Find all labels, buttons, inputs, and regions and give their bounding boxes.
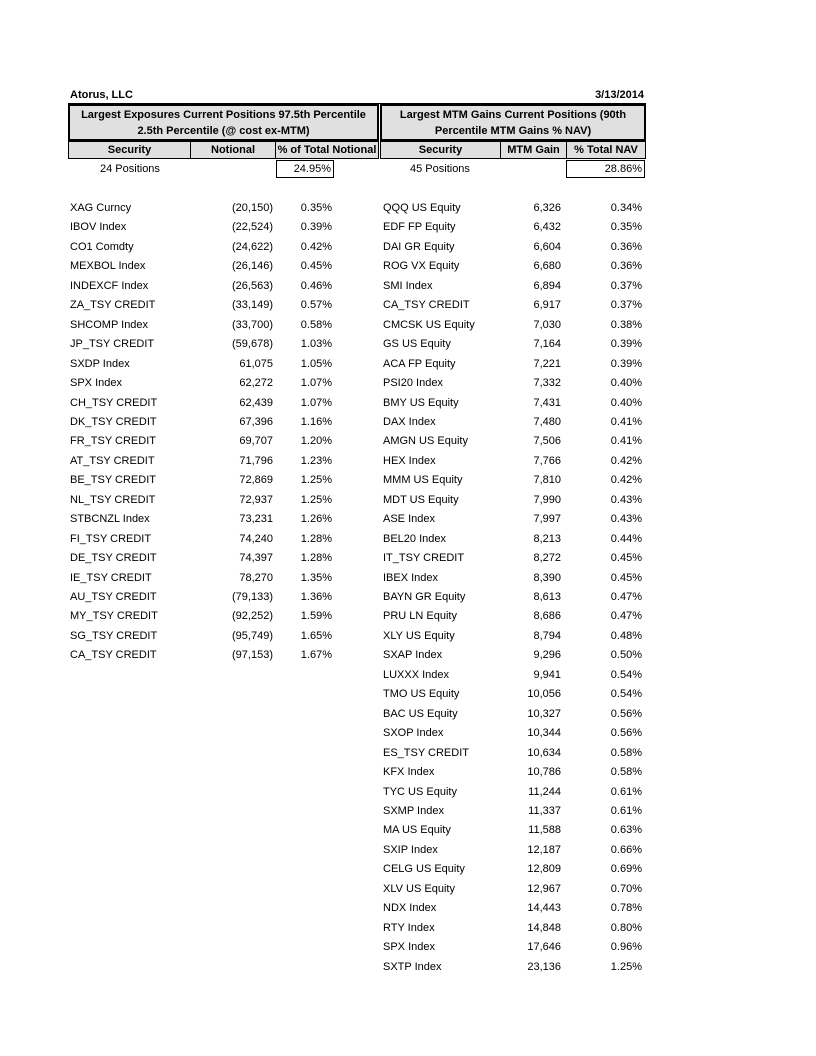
left-row-notional: 73,231 — [239, 513, 273, 526]
right-row-mtm-gain: 7,480 — [533, 415, 561, 428]
left-section-title: Largest Exposures Current Positions 97.5th Percentile 2.5th Percentile (@ cost ex-MTM) — [68, 104, 379, 141]
left-row-security: FR_TSY CREDIT — [70, 435, 156, 448]
left-row-pct: 1.67% — [300, 649, 332, 662]
left-row-notional: 74,240 — [239, 532, 273, 545]
right-row-pct: 0.48% — [610, 629, 642, 642]
left-row-notional: 74,397 — [239, 552, 273, 565]
right-row-mtm-gain: 8,794 — [533, 629, 561, 642]
left-positions-count: 24 Positions — [100, 163, 160, 175]
right-col-mtm-gain: MTM Gain — [500, 141, 566, 159]
left-row-pct: 1.05% — [300, 357, 332, 370]
left-row-pct: 0.58% — [300, 318, 332, 331]
right-row-mtm-gain: 8,613 — [533, 591, 561, 603]
right-row-pct: 0.58% — [610, 766, 642, 779]
left-row-notional: 61,075 — [239, 357, 273, 370]
right-row-pct: 0.61% — [610, 804, 642, 817]
right-row-security: SXTP Index — [383, 960, 442, 973]
left-col-pct-notional: % of Total Notional — [275, 141, 379, 159]
left-row-pct: 1.25% — [300, 474, 332, 487]
right-row-mtm-gain: 14,443 — [527, 902, 561, 915]
right-row-pct: 0.96% — [610, 941, 642, 954]
left-row-pct: 1.26% — [300, 513, 332, 526]
right-row-mtm-gain: 10,634 — [527, 746, 561, 759]
right-section-title: Largest MTM Gains Current Positions (90th Percentile MTM Gains % NAV) — [380, 104, 646, 141]
right-row-pct: 0.58% — [610, 746, 642, 759]
right-row-security: CMCSK US Equity — [383, 318, 475, 331]
right-row-mtm-gain: 10,786 — [527, 766, 561, 779]
right-row-mtm-gain: 14,848 — [527, 921, 561, 934]
right-row-mtm-gain: 11,337 — [528, 804, 561, 817]
right-row-security: BAYN GR Equity — [383, 591, 466, 603]
left-row-security: SPX Index — [70, 377, 122, 390]
right-row-pct: 0.50% — [610, 649, 642, 662]
left-row-notional: 67,396 — [239, 415, 273, 428]
left-row-pct: 1.25% — [300, 493, 332, 506]
right-row-security: ASE Index — [383, 513, 435, 526]
left-row-security: MY_TSY CREDIT — [70, 610, 158, 623]
right-row-mtm-gain: 12,967 — [527, 882, 561, 895]
right-row-mtm-gain: 7,990 — [533, 493, 561, 506]
right-row-pct: 0.47% — [610, 610, 642, 623]
right-row-mtm-gain: 12,187 — [527, 843, 561, 856]
left-row-security: STBCNZL Index — [70, 513, 150, 526]
right-row-pct: 0.41% — [610, 415, 642, 428]
right-row-pct: 0.54% — [610, 668, 642, 681]
left-row-notional: (24,622) — [232, 240, 273, 253]
left-row-security: BE_TSY CREDIT — [70, 474, 156, 487]
left-row-security: IBOV Index — [70, 221, 127, 234]
left-row-pct: 1.35% — [300, 571, 332, 584]
right-row-pct: 0.66% — [610, 843, 642, 856]
right-row-mtm-gain: 7,332 — [533, 377, 561, 390]
right-col-pct-nav: % Total NAV — [566, 141, 646, 159]
right-row-pct: 0.54% — [610, 688, 642, 701]
right-row-mtm-gain: 11,588 — [528, 824, 561, 837]
right-row-security: HEX Index — [383, 454, 436, 467]
right-row-security: ACA FP Equity — [383, 357, 456, 370]
right-row-security: QQQ US Equity — [383, 202, 461, 214]
report-date: 3/13/2014 — [595, 89, 644, 101]
right-row-mtm-gain: 6,326 — [533, 202, 561, 214]
right-row-mtm-gain: 12,809 — [527, 863, 561, 876]
left-row-notional: (22,524) — [232, 221, 273, 234]
left-row-pct: 0.57% — [300, 299, 332, 312]
right-row-security: TYC US Equity — [383, 785, 457, 798]
right-row-mtm-gain: 7,164 — [533, 338, 561, 351]
right-row-security: KFX Index — [383, 766, 435, 779]
right-row-pct: 0.35% — [610, 221, 642, 234]
left-row-security: IE_TSY CREDIT — [70, 571, 152, 584]
left-row-pct: 1.28% — [300, 532, 332, 545]
right-row-security: SXIP Index — [383, 843, 438, 856]
right-row-mtm-gain: 6,680 — [533, 260, 561, 273]
left-row-pct: 0.46% — [300, 279, 332, 292]
left-row-pct: 1.65% — [300, 629, 332, 642]
right-row-pct: 0.45% — [610, 552, 642, 565]
right-row-security: TMO US Equity — [383, 688, 460, 701]
left-row-pct: 1.20% — [300, 435, 332, 448]
right-row-pct: 0.56% — [610, 707, 642, 720]
right-row-mtm-gain: 7,766 — [533, 454, 561, 467]
left-row-notional: (79,133) — [232, 591, 273, 603]
right-row-pct: 0.80% — [610, 921, 642, 934]
left-total-pct: 24.95% — [276, 160, 334, 178]
left-row-notional: (26,146) — [232, 260, 273, 273]
right-row-mtm-gain: 9,296 — [533, 649, 561, 662]
right-row-mtm-gain: 8,686 — [533, 610, 561, 623]
right-row-mtm-gain: 8,213 — [533, 532, 561, 545]
right-row-mtm-gain: 6,432 — [533, 221, 561, 234]
right-row-pct: 1.25% — [610, 960, 642, 973]
right-row-security: GS US Equity — [383, 338, 451, 351]
left-row-pct: 1.07% — [300, 377, 332, 390]
right-row-security: RTY Index — [383, 921, 435, 934]
left-row-pct: 1.36% — [300, 591, 332, 603]
right-row-pct: 0.34% — [610, 202, 642, 214]
right-row-mtm-gain: 10,327 — [527, 707, 561, 720]
right-row-security: MDT US Equity — [383, 493, 459, 506]
right-row-pct: 0.36% — [610, 240, 642, 253]
right-row-pct: 0.42% — [610, 454, 642, 467]
right-col-security: Security — [380, 141, 500, 159]
right-row-pct: 0.63% — [610, 824, 642, 837]
right-row-mtm-gain: 7,030 — [533, 318, 561, 331]
left-row-security: JP_TSY CREDIT — [70, 338, 155, 351]
right-row-mtm-gain: 8,390 — [533, 571, 561, 584]
right-row-pct: 0.44% — [610, 532, 642, 545]
right-row-pct: 0.39% — [610, 357, 642, 370]
left-row-security: NL_TSY CREDIT — [70, 493, 156, 506]
left-row-notional: 69,707 — [239, 435, 273, 448]
left-row-pct: 0.39% — [300, 221, 332, 234]
left-row-security: CO1 Comdty — [70, 240, 134, 253]
right-row-mtm-gain: 7,221 — [533, 357, 561, 370]
left-row-pct: 0.35% — [300, 202, 332, 214]
right-row-security: LUXXX Index — [383, 668, 450, 681]
left-row-notional: (59,678) — [232, 338, 273, 351]
right-row-pct: 0.42% — [610, 474, 642, 487]
left-row-pct: 1.59% — [300, 610, 332, 623]
left-row-pct: 1.23% — [300, 454, 332, 467]
right-row-pct: 0.40% — [610, 377, 642, 390]
left-row-security: INDEXCF Index — [70, 279, 149, 292]
left-row-security: CH_TSY CREDIT — [70, 396, 158, 409]
right-positions-count: 45 Positions — [410, 163, 470, 175]
left-row-security: DK_TSY CREDIT — [70, 415, 157, 428]
left-row-pct: 0.45% — [300, 260, 332, 273]
left-row-notional: 62,272 — [239, 377, 273, 390]
right-row-security: MA US Equity — [383, 824, 451, 837]
right-row-mtm-gain: 10,056 — [527, 688, 561, 701]
left-row-pct: 1.03% — [300, 338, 332, 351]
left-row-security: AU_TSY CREDIT — [70, 591, 157, 603]
right-row-security: PRU LN Equity — [383, 610, 457, 623]
right-row-mtm-gain: 6,894 — [533, 279, 561, 292]
right-row-mtm-gain: 7,431 — [533, 396, 561, 409]
right-row-security: PSI20 Index — [383, 377, 443, 390]
right-row-pct: 0.47% — [610, 591, 642, 603]
right-row-security: CA_TSY CREDIT — [383, 299, 470, 312]
right-row-mtm-gain: 11,244 — [528, 785, 561, 798]
left-row-security: SG_TSY CREDIT — [70, 629, 158, 642]
right-row-pct: 0.36% — [610, 260, 642, 273]
left-row-pct: 1.16% — [300, 415, 332, 428]
left-row-security: SHCOMP Index — [70, 318, 149, 331]
left-row-notional: 71,796 — [239, 454, 273, 467]
right-row-mtm-gain: 6,917 — [533, 299, 561, 312]
left-row-notional: (92,252) — [232, 610, 273, 623]
right-row-pct: 0.78% — [610, 902, 642, 915]
left-row-notional: (26,563) — [232, 279, 273, 292]
right-row-security: EDF FP Equity — [383, 221, 456, 234]
left-row-security: CA_TSY CREDIT — [70, 649, 157, 662]
right-row-mtm-gain: 6,604 — [533, 240, 561, 253]
left-row-security: FI_TSY CREDIT — [70, 532, 152, 545]
right-row-security: DAI GR Equity — [383, 240, 455, 253]
right-row-security: IT_TSY CREDIT — [383, 552, 465, 565]
right-row-pct: 0.37% — [610, 279, 642, 292]
right-row-mtm-gain: 23,136 — [527, 960, 561, 973]
left-row-pct: 0.42% — [300, 240, 332, 253]
left-row-security: DE_TSY CREDIT — [70, 552, 157, 565]
right-row-mtm-gain: 7,810 — [533, 474, 561, 487]
right-row-pct: 0.41% — [610, 435, 642, 448]
right-row-pct: 0.56% — [610, 727, 642, 740]
left-row-notional: 72,937 — [239, 493, 273, 506]
left-row-notional: (33,700) — [232, 318, 273, 331]
right-row-security: IBEX Index — [383, 571, 439, 584]
right-row-security: SXAP Index — [383, 649, 443, 662]
right-row-pct: 0.38% — [610, 318, 642, 331]
left-row-pct: 1.28% — [300, 552, 332, 565]
right-row-mtm-gain: 10,344 — [527, 727, 561, 740]
right-row-security: ES_TSY CREDIT — [383, 746, 469, 759]
right-row-security: BAC US Equity — [383, 707, 458, 720]
left-row-notional: 62,439 — [239, 396, 273, 409]
left-row-security: AT_TSY CREDIT — [70, 454, 155, 467]
right-row-security: CELG US Equity — [383, 863, 465, 876]
right-row-pct: 0.37% — [610, 299, 642, 312]
left-col-security: Security — [68, 141, 190, 159]
left-row-security: ZA_TSY CREDIT — [70, 299, 156, 312]
right-row-mtm-gain: 8,272 — [533, 552, 561, 565]
right-row-pct: 0.40% — [610, 396, 642, 409]
left-row-notional: (20,150) — [232, 202, 273, 214]
right-row-mtm-gain: 9,941 — [533, 668, 561, 681]
right-row-mtm-gain: 17,646 — [527, 941, 561, 954]
right-row-security: XLY US Equity — [383, 629, 455, 642]
right-row-security: DAX Index — [383, 415, 436, 428]
right-row-security: SMI Index — [383, 279, 433, 292]
left-row-notional: (97,153) — [232, 649, 273, 662]
left-row-security: MEXBOL Index — [70, 260, 146, 273]
left-row-notional: (33,149) — [232, 299, 273, 312]
right-row-security: SPX Index — [383, 941, 435, 954]
right-row-security: BEL20 Index — [383, 532, 446, 545]
right-row-pct: 0.39% — [610, 338, 642, 351]
right-row-security: XLV US Equity — [383, 882, 455, 895]
right-row-security: NDX Index — [383, 902, 437, 915]
left-row-security: XAG Curncy — [70, 202, 132, 214]
left-row-pct: 1.07% — [300, 396, 332, 409]
right-row-mtm-gain: 7,997 — [533, 513, 561, 526]
left-row-notional: 78,270 — [239, 571, 273, 584]
right-row-pct: 0.43% — [610, 513, 642, 526]
left-row-notional: (95,749) — [232, 629, 273, 642]
left-row-security: SXDP Index — [70, 357, 130, 370]
right-row-mtm-gain: 7,506 — [533, 435, 561, 448]
right-row-pct: 0.45% — [610, 571, 642, 584]
right-row-pct: 0.70% — [610, 882, 642, 895]
right-row-security: SXOP Index — [383, 727, 444, 740]
left-col-notional: Notional — [190, 141, 275, 159]
right-row-security: MMM US Equity — [383, 474, 463, 487]
right-row-pct: 0.61% — [610, 785, 642, 798]
right-row-pct: 0.69% — [610, 863, 642, 876]
right-total-pct: 28.86% — [566, 160, 645, 178]
company-name: Atorus, LLC — [70, 89, 133, 101]
right-row-pct: 0.43% — [610, 493, 642, 506]
left-row-notional: 72,869 — [239, 474, 273, 487]
right-row-security: AMGN US Equity — [383, 435, 468, 448]
right-row-security: SXMP Index — [383, 804, 444, 817]
right-row-security: ROG VX Equity — [383, 260, 460, 273]
right-row-security: BMY US Equity — [383, 396, 459, 409]
